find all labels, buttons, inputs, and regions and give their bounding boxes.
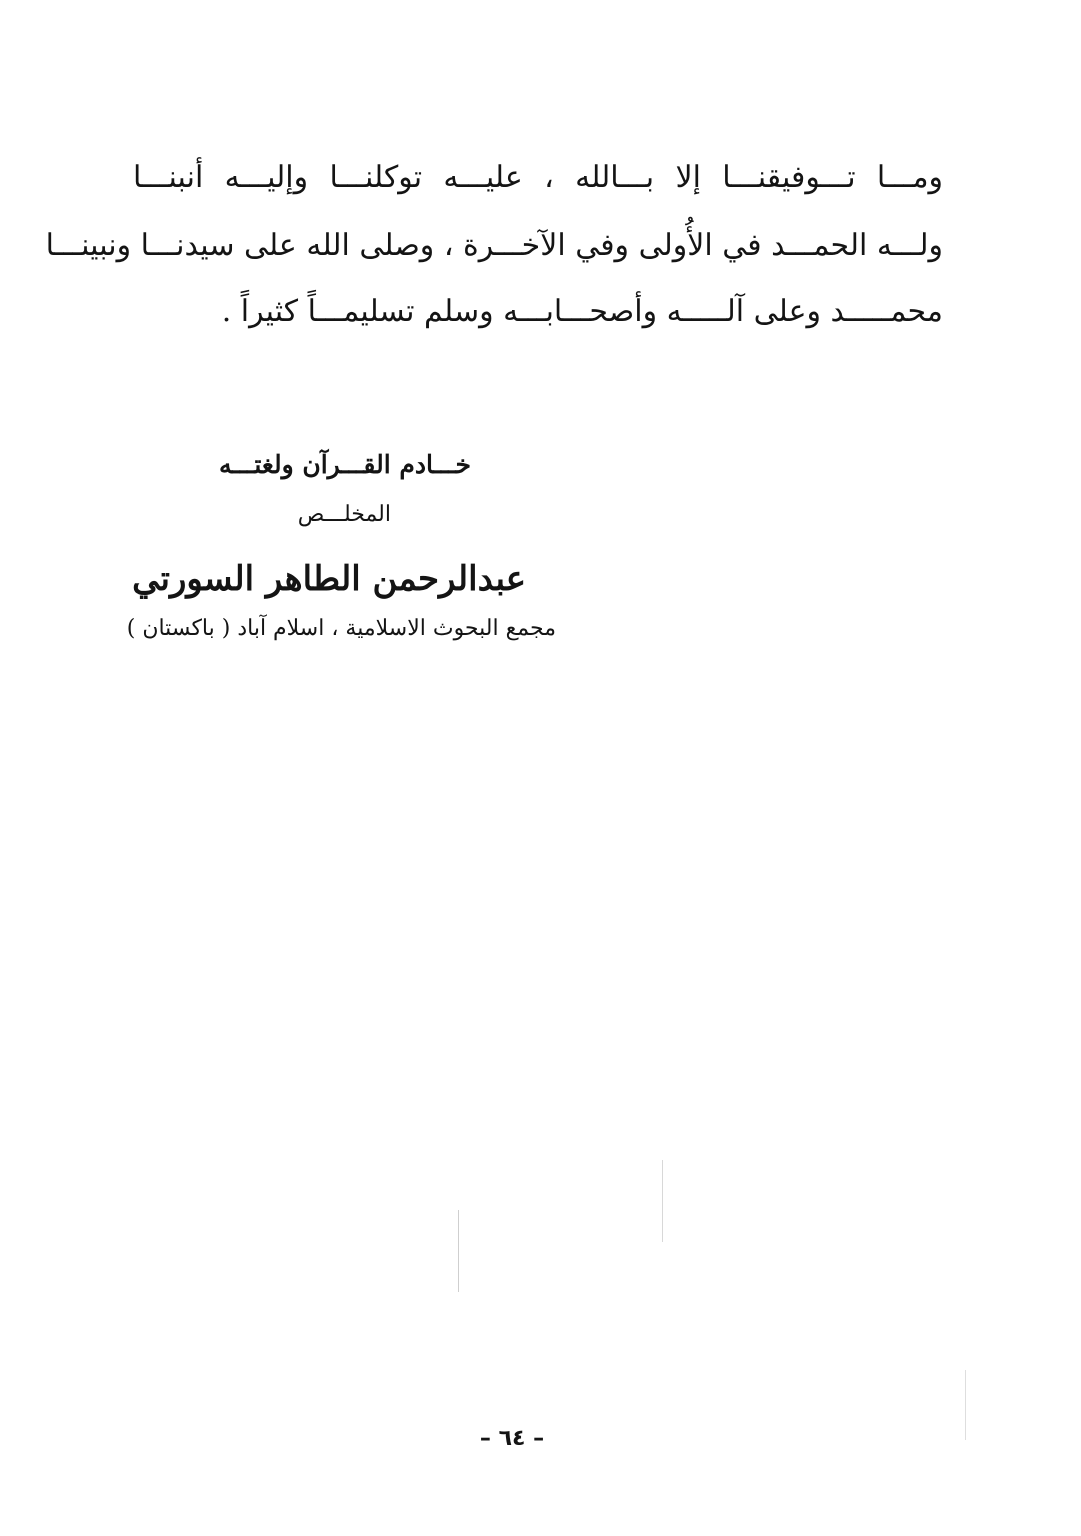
signature-title: خـــادم القـــرآن ولغتـــه [218,450,471,479]
paragraph-line-3: محمـــــد وعلى آلـــــه وأصحـــابـــه وسلم تسليمـــاً كثيراً . [221,294,943,329]
author-name: عبدالرحمن الطاهر السورتي [132,559,526,599]
scan-artifact-line [965,1370,966,1440]
scan-artifact-line [458,1210,459,1292]
signature-sincere: المخلـــص [297,502,391,527]
paragraph-line-1: ومـــا تـــوفيقنـــا إلا بـــالله ، عليـــه توكلنـــا وإليـــه أنبنـــا [133,160,943,195]
paragraph-line-2: ولـــه الحمـــد في الأُولى وفي الآخـــرة ، وصلى الله على سيدنـــا ونبينـــا [45,228,943,263]
scan-artifact-line [662,1160,663,1242]
author-affiliation: مجمع البحوث الاسلامية ، اسلام آباد ( باكستان ) [126,616,556,641]
page-number: – ٦٤ – [479,1426,545,1451]
